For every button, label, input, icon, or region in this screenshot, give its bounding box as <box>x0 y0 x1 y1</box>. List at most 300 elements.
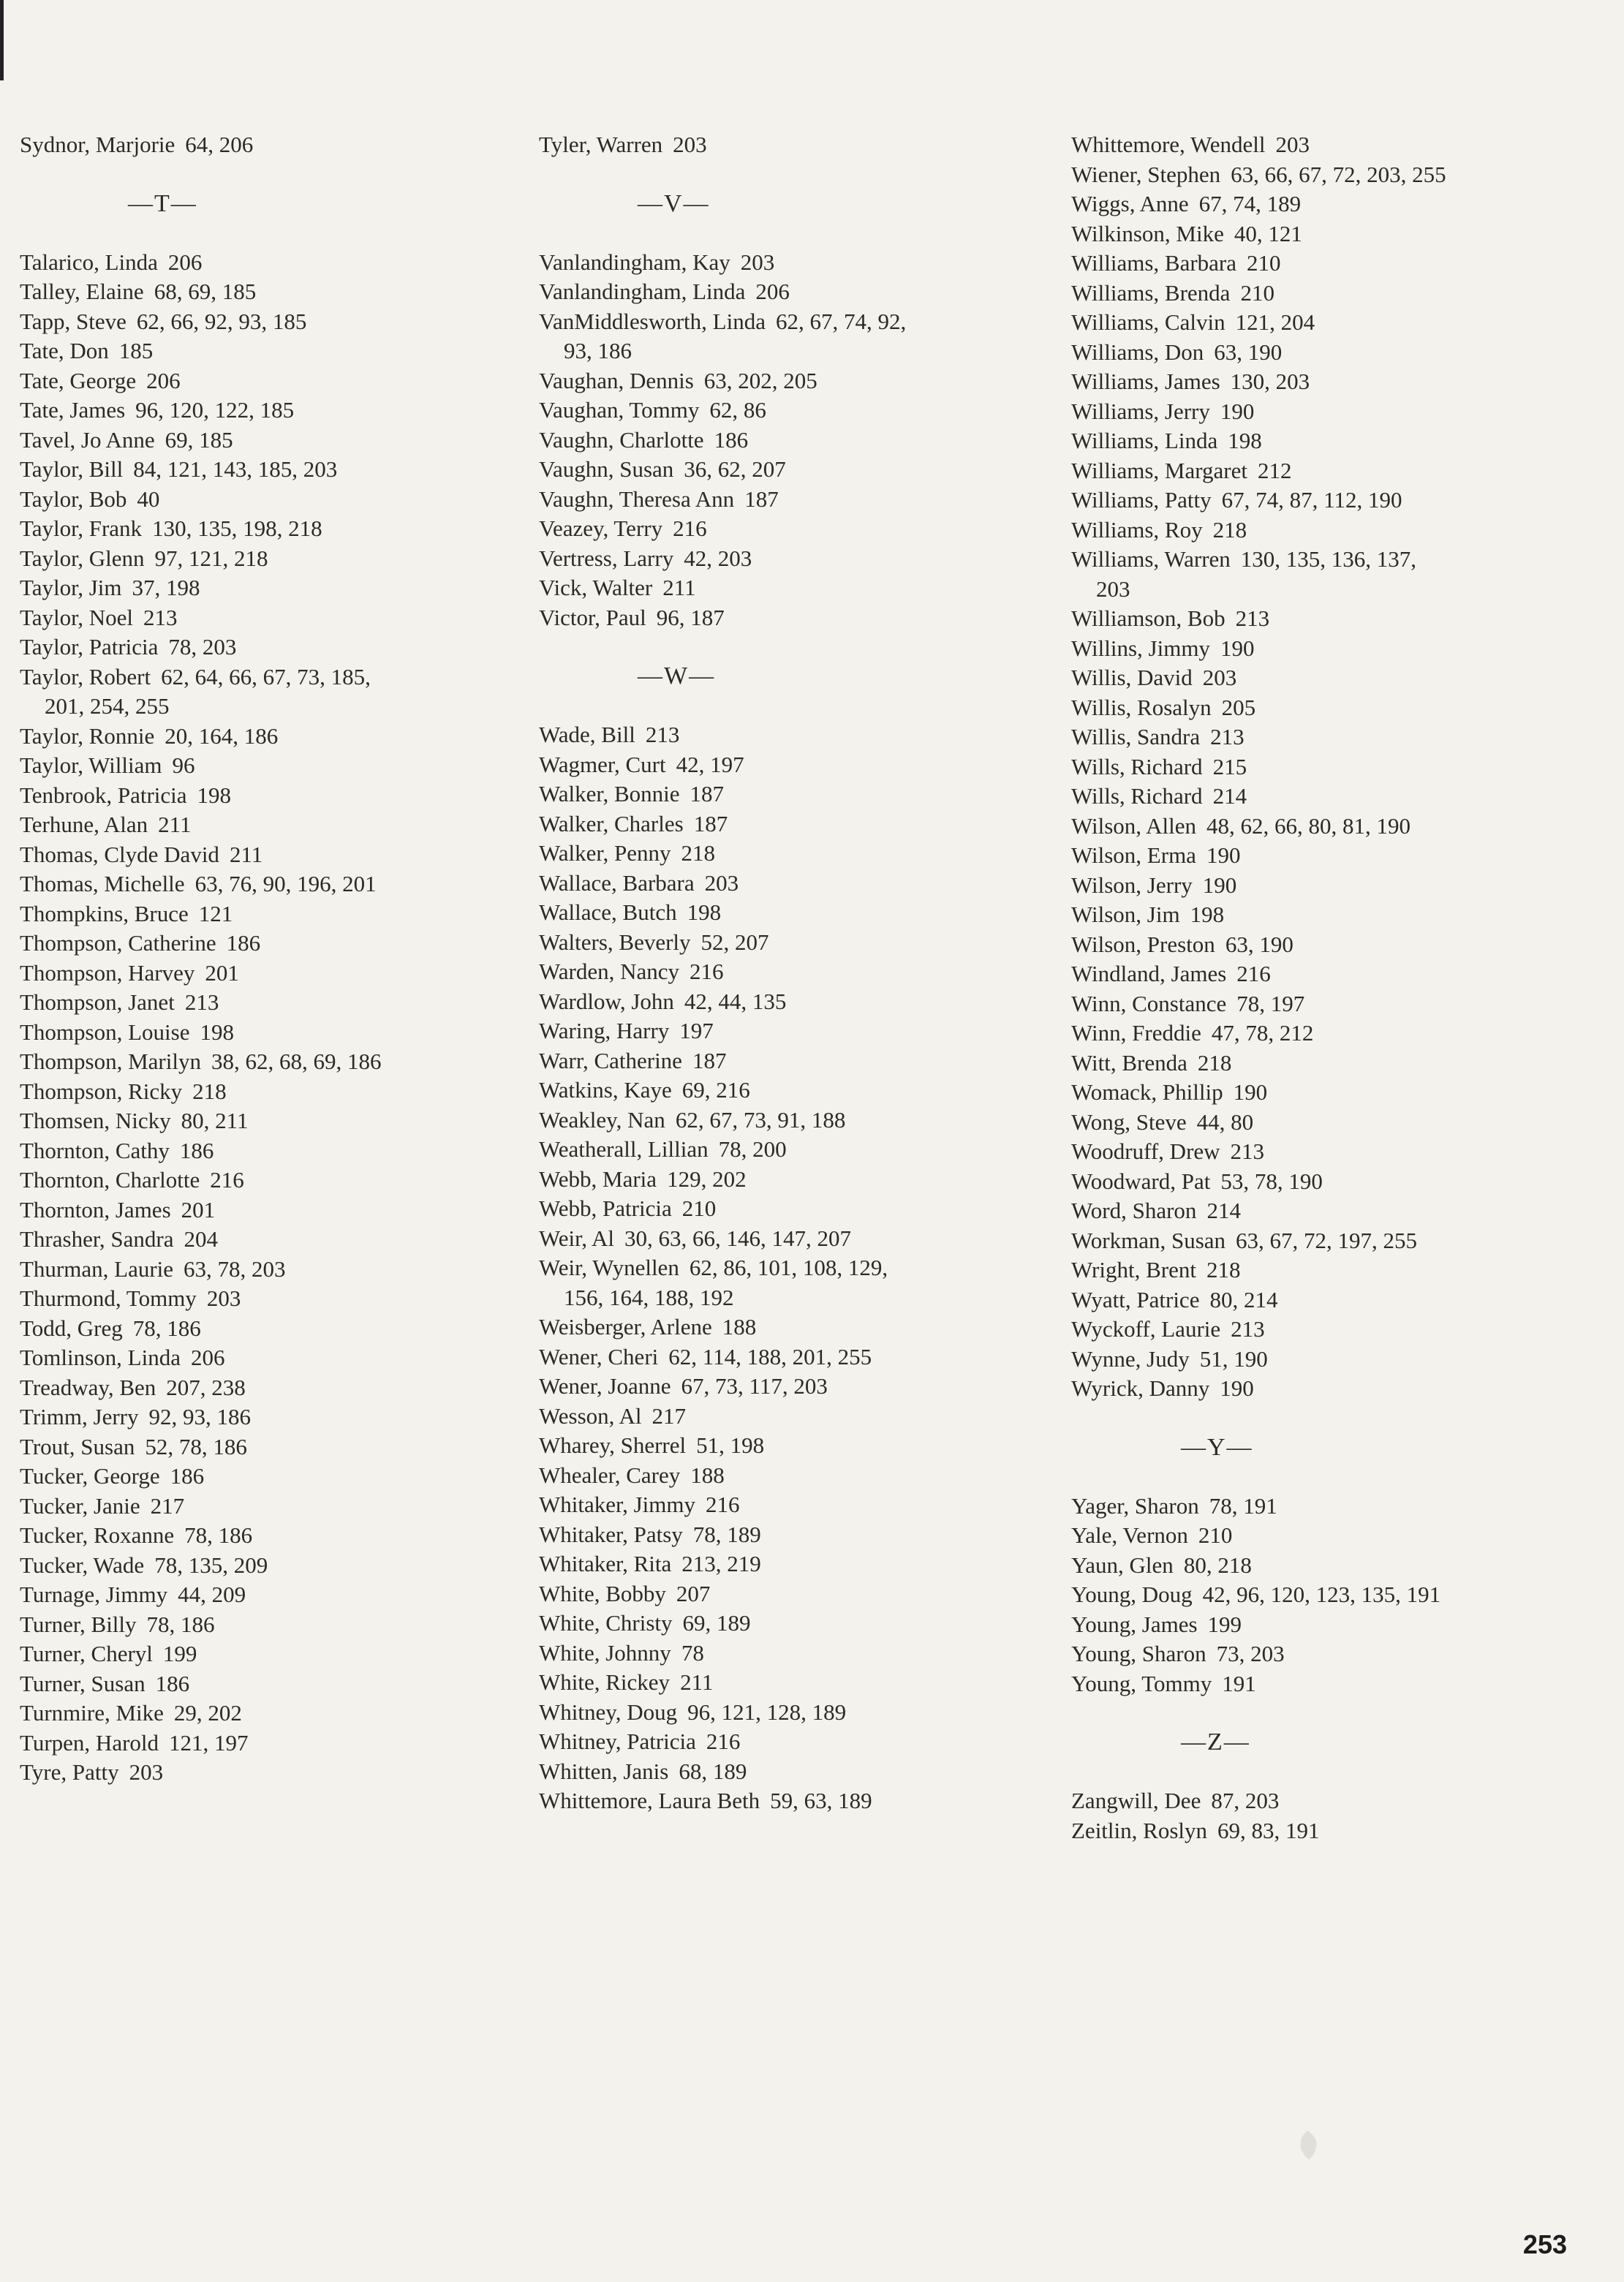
entry-pages: 68, 69, 185 <box>154 279 257 304</box>
entry-name: Wallace, Butch <box>539 899 677 925</box>
entry-name: Wilson, Jerry <box>1071 872 1193 898</box>
entry-name: Yaun, Glen <box>1071 1552 1174 1578</box>
entry-name: Vertress, Larry <box>539 545 674 571</box>
index-entry <box>20 1255 502 1285</box>
entry-pages: 210 <box>681 1195 717 1221</box>
entry-name: Trout, Susan <box>20 1433 135 1459</box>
index-entry <box>1071 1345 1583 1375</box>
entry-pages: 206 <box>755 279 790 304</box>
entry-name: Whitney, Patricia <box>539 1728 696 1754</box>
index-entry <box>539 426 1043 456</box>
index-entry <box>539 869 1043 899</box>
index-entry <box>20 1195 502 1225</box>
index-entry <box>1071 900 1583 930</box>
entry-name: Turner, Cheryl <box>20 1641 153 1666</box>
index-entry <box>20 1728 502 1758</box>
entry-pages: 213 <box>1210 724 1245 749</box>
entry-name: Whittemore, Wendell <box>1071 132 1266 157</box>
index-entry <box>20 1136 502 1166</box>
entry-name: Thompson, Catherine <box>20 930 216 956</box>
index-entry <box>539 396 1043 426</box>
index-entry <box>1071 486 1583 515</box>
index-entry <box>20 1047 502 1077</box>
entry-pages: 47, 78, 212 <box>1211 1020 1314 1046</box>
entry-name: Talarico, Linda <box>20 249 158 275</box>
entry-name: Thomsen, Nicky <box>20 1108 171 1133</box>
index-entry <box>1071 160 1583 190</box>
entry-pages: 217 <box>652 1402 686 1429</box>
index-entry <box>20 1551 502 1581</box>
entry-pages-continued: 201, 254, 255 <box>45 693 170 719</box>
entry-pages: 206 <box>190 1345 225 1370</box>
entry-name: Taylor, Bob <box>20 486 127 512</box>
entry-pages: 218 <box>1197 1049 1232 1076</box>
index-entry <box>20 959 502 989</box>
entry-pages: 190 <box>1202 872 1237 898</box>
entry-pages: 84, 121, 143, 185, 203 <box>133 456 338 482</box>
entry-pages: 121, 204 <box>1235 309 1315 335</box>
entry-pages: 216 <box>706 1492 740 1517</box>
entry-name: Vaughan, Dennis <box>539 367 694 393</box>
index-entry <box>20 1699 502 1728</box>
entry-name: Taylor, William <box>20 752 162 778</box>
index-entry <box>20 1758 502 1788</box>
entry-name: Wilkinson, Mike <box>1071 220 1224 246</box>
entry-name: Wilson, Preston <box>1071 931 1215 957</box>
entry-pages: 213, 219 <box>681 1551 761 1576</box>
entry-pages: 203 <box>704 869 739 896</box>
index-entry <box>20 277 502 307</box>
entry-pages: 63, 66, 67, 72, 203, 255 <box>1231 161 1446 187</box>
entry-pages: 198 <box>200 1019 234 1045</box>
entry-name: Webb, Maria <box>539 1165 657 1192</box>
index-entry <box>20 514 502 544</box>
entry-pages: 69, 189 <box>682 1610 751 1636</box>
section-letter-heading: —Y— <box>1181 1433 1253 1461</box>
entry-name: Williams, Jerry <box>1071 398 1210 424</box>
entry-pages: 212 <box>1257 457 1292 483</box>
index-entry <box>539 130 1043 160</box>
entry-pages: 30, 63, 66, 146, 147, 207 <box>624 1225 852 1251</box>
index-entry <box>1071 426 1583 456</box>
index-entry <box>20 336 502 366</box>
entry-pages: 62, 86, 101, 108, 129, <box>689 1255 888 1280</box>
entry-name: Williams, Margaret <box>1071 457 1247 483</box>
entry-pages-continued: 203 <box>1096 575 1130 602</box>
index-entry <box>20 1580 502 1610</box>
entry-pages: 206 <box>167 249 203 275</box>
entry-name: Woodruff, Drew <box>1071 1138 1220 1164</box>
entry-name: Wilson, Jim <box>1071 902 1180 927</box>
index-entry <box>539 987 1043 1017</box>
entry-pages: 201 <box>181 1196 216 1223</box>
entry-pages: 78, 186 <box>146 1611 215 1637</box>
entry-pages: 186 <box>155 1670 190 1696</box>
entry-pages-continued: 156, 164, 188, 192 <box>564 1284 734 1310</box>
entry-pages: 42, 197 <box>676 751 744 777</box>
index-entry <box>20 1373 502 1403</box>
index-entry <box>1071 1019 1583 1049</box>
index-entry <box>539 1165 1043 1195</box>
page-edge-shadow <box>0 0 4 80</box>
index-entry <box>539 1402 1043 1432</box>
entry-name: Winn, Constance <box>1071 990 1227 1016</box>
entry-name: Taylor, Ronnie <box>20 722 155 749</box>
index-entry <box>1071 1816 1583 1846</box>
index-entry <box>20 1165 502 1195</box>
index-entry <box>20 869 502 899</box>
entry-name: Williams, Roy <box>1071 516 1203 543</box>
entry-name: Warden, Nancy <box>539 959 680 984</box>
entry-pages: 63, 202, 205 <box>703 367 817 393</box>
entry-name: Warr, Catherine <box>539 1047 682 1073</box>
index-entry <box>539 514 1043 544</box>
page-number: 253 <box>1522 2229 1567 2259</box>
entry-pages: 199 <box>162 1641 197 1666</box>
entry-pages: 67, 74, 189 <box>1198 191 1302 216</box>
entry-pages: 190 <box>1220 1375 1254 1401</box>
index-entry <box>20 1077 502 1107</box>
entry-name: Wills, Richard <box>1071 783 1203 809</box>
entry-name: Tavel, Jo Anne <box>20 426 155 453</box>
index-entry <box>20 1343 502 1373</box>
index-entry <box>20 929 502 959</box>
entry-pages: 62, 64, 66, 67, 73, 185, <box>161 663 371 689</box>
entry-pages: 216 <box>1236 961 1271 986</box>
index-entry <box>539 1461 1043 1491</box>
index-column-3 <box>1071 130 1583 1845</box>
entry-pages: 216 <box>210 1167 244 1193</box>
index-entry <box>1071 308 1583 338</box>
entry-name: Terhune, Alan <box>20 812 148 837</box>
entry-name: Tate, James <box>20 397 126 423</box>
entry-name: Taylor, Robert <box>20 663 151 689</box>
entry-pages: 63, 76, 90, 196, 201 <box>194 871 377 896</box>
entry-name: Wener, Joanne <box>539 1373 671 1399</box>
index-entry <box>1071 219 1583 249</box>
entry-name: Wesson, Al <box>539 1402 642 1429</box>
index-entry <box>20 396 502 426</box>
entry-name: Vaughn, Susan <box>539 456 674 482</box>
entry-name: Turner, Susan <box>20 1670 146 1696</box>
entry-name: Taylor, Noel <box>20 604 133 630</box>
entry-pages: 63, 78, 203 <box>184 1255 286 1282</box>
index-entry <box>1071 722 1583 752</box>
entry-name: Thornton, James <box>20 1196 171 1223</box>
entry-pages: 62, 67, 73, 91, 188 <box>675 1106 846 1133</box>
section-letter-heading: —T— <box>128 189 197 217</box>
index-entry <box>20 573 502 603</box>
entry-name: Willis, David <box>1071 665 1193 690</box>
entry-pages: 210 <box>1198 1522 1233 1548</box>
entry-name: Walker, Charles <box>539 810 684 836</box>
index-entry <box>539 277 1043 307</box>
index-entry <box>20 632 502 662</box>
index-entry <box>539 485 1043 515</box>
index-entry <box>539 1727 1043 1757</box>
index-entry <box>539 1490 1043 1520</box>
index-entry <box>1071 634 1583 664</box>
index-entry <box>1071 189 1583 219</box>
entry-pages: 96, 120, 122, 185 <box>135 397 295 423</box>
index-entry <box>20 1106 502 1136</box>
entry-name: Vanlandingham, Linda <box>539 279 746 304</box>
index-entry <box>1071 545 1583 604</box>
entry-pages: 211 <box>229 841 263 867</box>
entry-pages: 203 <box>740 249 775 275</box>
index-entry <box>1071 515 1583 545</box>
entry-name: Weir, Wynellen <box>539 1255 679 1280</box>
entry-name: Williams, Don <box>1071 339 1204 365</box>
entry-pages: 78, 186 <box>132 1315 201 1341</box>
index-entry <box>1071 663 1583 693</box>
index-entry <box>539 307 1043 366</box>
entry-name: Victor, Paul <box>539 604 646 630</box>
entry-pages: 186 <box>226 930 261 956</box>
entry-name: Thomas, Clyde David <box>20 841 219 867</box>
leaf-emblem-icon <box>1293 2129 1322 2163</box>
index-entry <box>20 366 502 396</box>
entry-name: Tucker, Wade <box>20 1552 145 1578</box>
index-entry <box>1071 1551 1583 1581</box>
entry-name: Walker, Penny <box>539 840 671 866</box>
entry-pages: 92, 93, 186 <box>148 1404 251 1429</box>
entry-name: Wynne, Judy <box>1071 1345 1190 1372</box>
entry-pages: 78, 135, 209 <box>154 1552 268 1578</box>
entry-name: Wade, Bill <box>539 722 635 747</box>
entry-name: Taylor, Glenn <box>20 545 145 571</box>
index-entry <box>1071 1669 1583 1699</box>
entry-name: Willins, Jimmy <box>1071 635 1210 661</box>
entry-name: Tucker, Janie <box>20 1492 140 1519</box>
entry-name: Wallace, Barbara <box>539 869 695 896</box>
section-letter-heading: —W— <box>638 662 716 689</box>
index-entry <box>539 573 1043 603</box>
index-entry <box>20 603 502 633</box>
index-column-1 <box>20 130 502 1788</box>
entry-name: Veazey, Terry <box>539 515 663 541</box>
entry-pages: 198 <box>1190 902 1225 927</box>
entry-name: Tate, Don <box>20 338 109 363</box>
index-entry <box>20 722 502 752</box>
entry-pages: 216 <box>690 959 724 984</box>
entry-pages: 129, 202 <box>667 1165 747 1192</box>
index-entry <box>20 810 502 840</box>
index-entry <box>539 1312 1043 1342</box>
entry-name: Webb, Patricia <box>539 1195 672 1221</box>
entry-name: Williamson, Bob <box>1071 605 1225 631</box>
entry-name: Thompson, Marilyn <box>20 1049 201 1074</box>
index-entry <box>1071 1108 1583 1138</box>
entry-name: Thomas, Michelle <box>20 871 185 896</box>
entry-pages: 218 <box>1206 1257 1241 1282</box>
index-entry <box>20 1462 502 1492</box>
entry-pages: 64, 206 <box>185 132 254 157</box>
index-entry <box>20 248 502 278</box>
entry-name: Taylor, Jim <box>20 575 122 600</box>
entry-pages: 207 <box>676 1580 711 1606</box>
entry-pages: 44, 80 <box>1196 1108 1254 1135</box>
entry-name: Zangwill, Dee <box>1071 1788 1201 1813</box>
entry-name: Thompkins, Bruce <box>20 900 189 926</box>
entry-pages: 187 <box>690 781 725 806</box>
entry-pages: 190 <box>1233 1079 1268 1105</box>
index-entry <box>20 455 502 485</box>
index-entry <box>1071 871 1583 901</box>
entry-name: Yager, Sharon <box>1071 1492 1199 1519</box>
index-entry <box>20 1639 502 1669</box>
entry-name: Young, James <box>1071 1611 1198 1637</box>
entry-pages: 78, 200 <box>718 1136 787 1162</box>
entry-pages: 44, 209 <box>178 1582 246 1607</box>
entry-name: Taylor, Patricia <box>20 634 159 660</box>
index-entry <box>1071 841 1583 871</box>
index-entry <box>20 751 502 781</box>
index-entry <box>20 988 502 1018</box>
entry-name: Yale, Vernon <box>1071 1522 1188 1548</box>
index-entry <box>539 1135 1043 1165</box>
entry-pages: 210 <box>1240 279 1274 306</box>
index-entry <box>20 1314 502 1344</box>
entry-pages: 190 <box>1220 635 1255 661</box>
entry-name: Watkins, Kaye <box>539 1077 672 1103</box>
entry-name: Tenbrook, Patricia <box>20 782 187 808</box>
entry-name: Tate, George <box>20 367 137 393</box>
entry-pages: 29, 202 <box>173 1700 242 1726</box>
entry-pages: 187 <box>693 810 728 836</box>
index-entry <box>1071 1049 1583 1078</box>
entry-pages: 205 <box>1221 694 1256 720</box>
entry-name: Wiener, Stephen <box>1071 161 1221 187</box>
index-entry <box>1071 367 1583 397</box>
entry-pages: 51, 198 <box>696 1432 765 1458</box>
entry-name: Whealer, Carey <box>539 1462 681 1488</box>
index-entry <box>539 1609 1043 1639</box>
index-entry <box>1071 1639 1583 1669</box>
entry-pages: 201 <box>205 959 239 986</box>
entry-pages: 62, 67, 74, 92, <box>775 308 907 334</box>
entry-name: Willis, Sandra <box>1071 724 1201 749</box>
entry-pages: 40, 121 <box>1234 220 1302 246</box>
entry-pages: 78, 197 <box>1236 990 1305 1016</box>
entry-name: Whitaker, Jimmy <box>539 1492 695 1517</box>
index-entry <box>1071 130 1583 160</box>
entry-name: Williams, Calvin <box>1071 309 1225 335</box>
index-entry <box>539 1342 1043 1372</box>
index-entry <box>20 1669 502 1699</box>
entry-name: Todd, Greg <box>20 1315 123 1341</box>
entry-name: Trimm, Jerry <box>20 1404 139 1429</box>
entry-name: Treadway, Ben <box>20 1374 156 1400</box>
entry-name: Weir, Al <box>539 1225 615 1251</box>
index-entry <box>1071 604 1583 634</box>
index-entry <box>20 307 502 337</box>
entry-pages: 130, 135, 198, 218 <box>152 515 322 541</box>
entry-pages: 213 <box>184 989 219 1015</box>
entry-pages: 186 <box>714 426 749 453</box>
index-entry <box>1071 959 1583 989</box>
entry-name: Whitaker, Rita <box>539 1551 672 1576</box>
entry-pages: 190 <box>1206 842 1241 868</box>
entry-name: Talley, Elaine <box>20 279 144 304</box>
entry-name: Williams, James <box>1071 369 1220 394</box>
entry-pages: 198 <box>197 782 232 808</box>
index-entry <box>20 1284 502 1314</box>
entry-pages: 211 <box>662 575 696 600</box>
entry-pages: 78 <box>681 1639 704 1666</box>
entry-name: Zeitlin, Roslyn <box>1071 1817 1207 1843</box>
entry-pages: 63, 67, 72, 197, 255 <box>1236 1227 1418 1253</box>
entry-pages: 80, 218 <box>1183 1552 1252 1578</box>
entry-name: Wilson, Allen <box>1071 812 1196 839</box>
entry-pages: 121 <box>198 900 233 926</box>
entry-name: Thompson, Harvey <box>20 959 195 986</box>
entry-name: Wiggs, Anne <box>1071 191 1189 216</box>
index-entry <box>1071 338 1583 368</box>
index-entry <box>539 720 1043 750</box>
entry-pages: 42, 203 <box>684 545 752 571</box>
entry-name: Turnmire, Mike <box>20 1700 164 1726</box>
entry-pages: 63, 190 <box>1214 339 1283 365</box>
index-entry <box>539 898 1043 928</box>
entry-pages: 96 <box>172 752 195 778</box>
entry-name: White, Johnny <box>539 1639 671 1666</box>
index-entry <box>20 662 502 722</box>
index-entry <box>539 1668 1043 1698</box>
entry-pages: 53, 78, 190 <box>1220 1168 1323 1194</box>
entry-pages: 203 <box>1202 665 1237 690</box>
entry-name: Wardlow, John <box>539 988 674 1014</box>
index-entry <box>1071 1580 1583 1610</box>
index-entry <box>20 1018 502 1048</box>
entry-pages: 68, 189 <box>679 1758 747 1784</box>
entry-name: Tapp, Steve <box>20 308 126 334</box>
index-entry <box>539 1549 1043 1579</box>
entry-name: Wilson, Erma <box>1071 842 1196 868</box>
entry-pages: 213 <box>1230 1138 1265 1164</box>
index-entry <box>539 1520 1043 1550</box>
entry-pages: 198 <box>1228 428 1262 453</box>
index-entry <box>1071 930 1583 960</box>
entry-name: Tyler, Warren <box>539 132 663 157</box>
section-letter-heading: —Z— <box>1181 1728 1250 1756</box>
entry-pages: 187 <box>744 486 779 512</box>
entry-name: Williams, Linda <box>1071 428 1218 453</box>
entry-pages: 59, 63, 189 <box>770 1788 872 1813</box>
entry-name: Weisberger, Arlene <box>539 1314 712 1340</box>
entry-pages: 218 <box>681 840 715 866</box>
index-entry <box>20 1432 502 1462</box>
entry-pages: 203 <box>206 1285 241 1311</box>
entry-pages: 36, 62, 207 <box>684 456 786 482</box>
entry-pages: 130, 135, 136, 137, <box>1240 546 1417 572</box>
entry-name: Wyatt, Patrice <box>1071 1286 1200 1312</box>
entry-pages: 48, 62, 66, 80, 81, 190 <box>1206 812 1410 839</box>
index-entry <box>1071 1137 1583 1167</box>
index-entry <box>539 1639 1043 1669</box>
entry-pages: 186 <box>170 1463 205 1489</box>
index-entry <box>539 1194 1043 1224</box>
index-entry <box>539 1431 1043 1461</box>
entry-pages: 38, 62, 68, 69, 186 <box>211 1049 382 1074</box>
entry-pages: 69, 83, 191 <box>1217 1817 1320 1843</box>
entry-pages: 62, 114, 188, 201, 255 <box>668 1343 872 1369</box>
entry-name: VanMiddlesworth, Linda <box>539 308 766 334</box>
entry-pages: 215 <box>1212 753 1247 779</box>
entry-pages: 78, 203 <box>168 634 237 660</box>
entry-name: Weatherall, Lillian <box>539 1136 709 1162</box>
entry-pages: 130, 203 <box>1230 369 1310 394</box>
